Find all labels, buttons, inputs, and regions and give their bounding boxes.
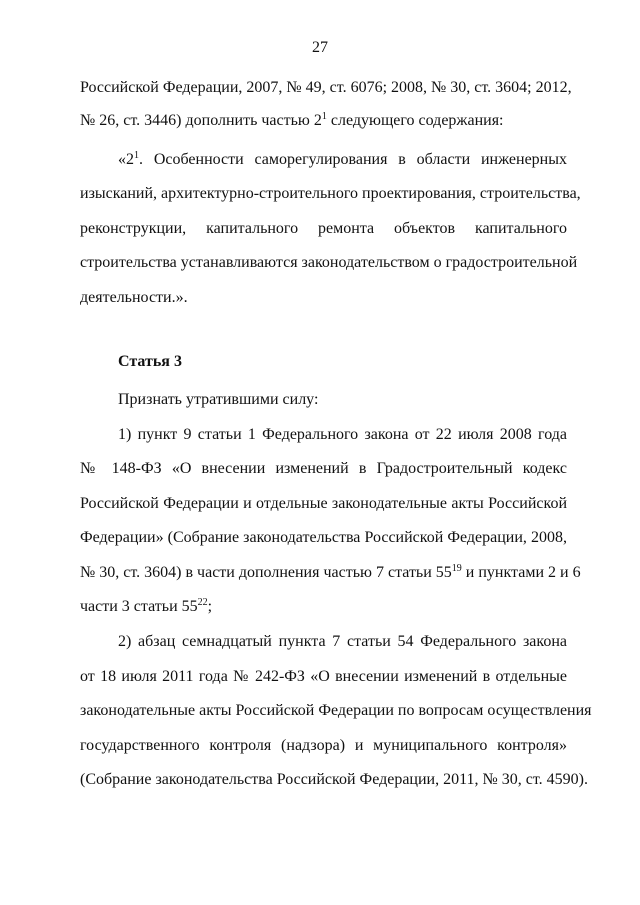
text-line: № 148-ФЗ «О внесении изменений в Градостроительный кодекс [80, 460, 567, 477]
text-line: от 18 июля 2011 года № 242-ФЗ «О внесении изменений в отдельные [80, 668, 567, 685]
article-heading: Статья 3 [118, 353, 182, 370]
text-line: № 30, ст. 3604) в части дополнения частью 7 статьи $55^{19}$ и пунктами 2 и 6 [80, 563, 581, 581]
text-line: Российской Федерации и отдельные законодательные акты Российской [80, 495, 567, 512]
text-line: Признать утратившими силу: [118, 391, 319, 408]
text-line: деятельности.». [80, 289, 188, 306]
text-line: Российской Федерации, 2007, № 49, ст. 6076; 2008, № 30, ст. 3604; 2012, [80, 79, 572, 96]
text-line: «$2^1$. Особенности саморегулирования в области инженерных [118, 150, 567, 168]
text-line: Федерации» (Собрание законодательства Российской Федерации, 2008, [80, 529, 567, 546]
text-line: законодательные акты Российской Федерации по вопросам осуществления [80, 702, 592, 719]
page-number: 27 [312, 39, 328, 56]
text-line: строительства устанавливаются законодательством о градостроительной [80, 254, 578, 271]
text-line: 2) абзац семнадцатый пункта 7 статьи 54 Федерального закона [118, 633, 567, 650]
text-line: (Собрание законодательства Российской Федерации, 2011, № 30, ст. 4590). [80, 771, 588, 788]
text-line: реконструкции, капитального ремонта объектов капитального [80, 220, 567, 237]
text-line: № 26, ст. 3446) дополнить частью $2^1$ следующего содержания: [80, 111, 504, 129]
text-line: части 3 статьи $55^{22}$; [80, 597, 213, 615]
text-line: 1) пункт 9 статьи 1 Федерального закона от 22 июля 2008 года [118, 426, 567, 443]
text-line: государственного контроля (надзора) и муниципального контроля» [80, 737, 567, 754]
text-line: изысканий, архитектурно-строительного проектирования, строительства, [80, 185, 581, 202]
